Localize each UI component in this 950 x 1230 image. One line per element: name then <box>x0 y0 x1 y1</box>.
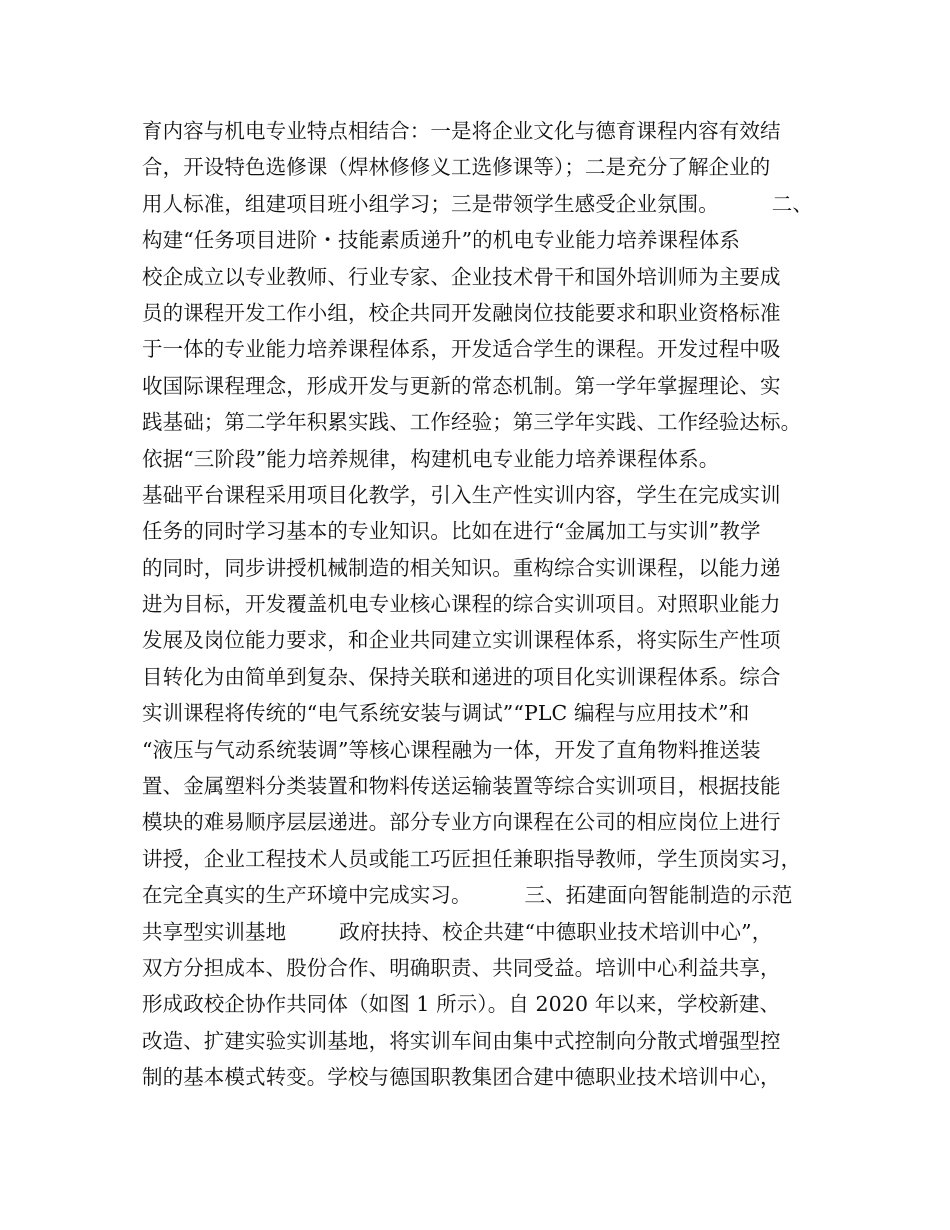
text-line: 共享型实训基地 政府扶持、校企共建“中德职业技术培训中心”， <box>142 919 773 944</box>
text-line: 实训课程将传统的“电气系统安装与调试”“PLC 编程与应用技术”和 <box>142 701 750 726</box>
text-line: 用人标准，组建项目班小组学习；三是带领学生感受企业氛围。 二、 <box>142 191 813 216</box>
text-line: 进为目标，开发覆盖机电专业核心课程的综合实训项目。对照职业能力 <box>142 592 781 617</box>
text-line: 任务的同时学习基本的专业知识。比如在进行“金属加工与实训”教学 <box>142 519 761 544</box>
text-line: 校企成立以专业教师、行业专家、企业技术骨干和国外培训师为主要成 <box>142 264 781 289</box>
text-line: 收国际课程理念，形成开发与更新的常态机制。第一学年掌握理论、实 <box>142 373 781 398</box>
text-line: 员的课程开发工作小组，校企共同开发融岗位技能要求和职业资格标准 <box>142 300 781 325</box>
body-text <box>142 113 842 1096</box>
text-line: 合，开设特色选修课（焊林修修义工选修课等）；二是充分了解企业的 <box>142 155 771 180</box>
text-line: 模块的难易顺序层层递进。部分专业方向课程在公司的相应岗位上进行 <box>142 810 781 835</box>
text-line: 发展及岗位能力要求，和企业共同建立实训课程体系，将实际生产性项 <box>142 628 781 653</box>
text-line: 育内容与机电专业特点相结合：一是将企业文化与德育课程内容有效结 <box>142 119 781 143</box>
text-line: 依据“三阶段”能力培养规律，构建机电专业能力培养课程体系。 <box>142 446 720 471</box>
text-line: 改造、扩建实验实训基地，将实训车间由集中式控制向分散式增强型控 <box>142 1028 781 1053</box>
text-line: 基础平台课程采用项目化教学，引入生产性实训内容，学生在完成实训 <box>142 482 781 507</box>
text-line: 制的基本模式转变。学校与德国职教集团合建中德职业技术培训中心， <box>142 1065 781 1090</box>
text-line: 践基础；第二学年积累实践、工作经验；第三学年实践、工作经验达标。 <box>142 410 802 435</box>
text-line: 在完全真实的生产环境中完成实习。 三、拓建面向智能制造的示范 <box>142 883 793 908</box>
text-line: 置、金属塑料分类装置和物料传送运输装置等综合实训项目，根据技能 <box>142 774 781 799</box>
text-line: 形成政校企协作共同体（如图 1 所示）。自 2020 年以来，学校新建、 <box>142 992 781 1017</box>
text-line: 目转化为由简单到复杂、保持关联和递进的项目化实训课程体系。综合 <box>142 664 781 689</box>
text-line: 于一体的专业能力培养课程体系，开发适合学生的课程。开发过程中吸 <box>142 337 781 362</box>
text-line: 构建“任务项目进阶・技能素质递升”的机电专业能力培养课程体系 <box>142 228 740 253</box>
text-line: 双方分担成本、股份合作、明确职责、共同受益。培训中心利益共享， <box>142 955 781 980</box>
text-line: 讲授，企业工程技术人员或能工巧匠担任兼职指导教师，学生顶岗实习， <box>142 846 802 871</box>
text-line: 的同时，同步讲授机械制造的相关知识。重构综合实训课程，以能力递 <box>142 555 781 580</box>
text-line: “液压与气动系统装调”等核心课程融为一体，开发了直角物料推送装 <box>142 737 761 762</box>
